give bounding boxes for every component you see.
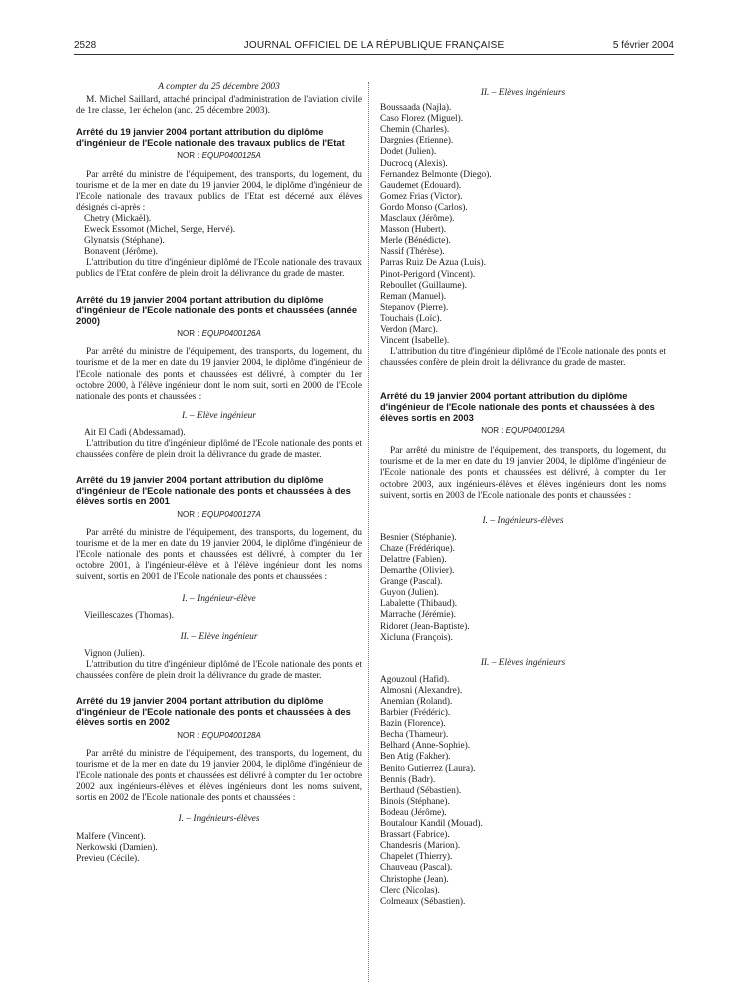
nor-reference <box>76 150 362 161</box>
list-item: Gaudemet (Edouard). <box>380 180 462 191</box>
intro-dateline: A compter du 25 décembre 2003 <box>158 82 280 92</box>
list-item: Belhard (Anne-Sophie). <box>380 741 471 752</box>
intro-text: M. Michel Saillard, attaché principal d'administration de l'aviation civile de 1re classe, 1er échelon (anc. 25 décembre 2003). <box>76 95 362 117</box>
list-item: Guyon (Julien). <box>380 588 439 599</box>
name-list <box>76 832 362 865</box>
list-item: Eweck Essomot (Michel, Serge, Hervé). <box>84 225 236 236</box>
list-item: Marrache (Jérémie). <box>380 610 456 621</box>
decree-paragraph: Par arrêté du ministre de l'équipement, des transports, du logement, du tourisme et de la mer en date du 19 janvier 2004, le diplôme d'ingénieur de l'Ecole nationale des ponts et chaussées est délivré, à compter du 1er octobre 2001, à l'ingénieur-élève et à l'élève ingénieur dont les noms suivent, sortis en 2001 de l'Ecole nationale des ponts et chaussées : <box>76 528 362 583</box>
arrete-title: Arrêté du 19 janvier 2004 portant attribution du diplôme d'ingénieur de l'Ecole nationale des travaux publics de l'Etat <box>76 126 345 148</box>
decree-paragraph: Par arrêté du ministre de l'équipement, des transports, du logement, du tourisme et de la mer en date du 19 janvier 2004, le diplôme d'ingénieur de l'Ecole nationale des travaux publics de l'Etat est décerné aux élèves désignés ci-après : <box>76 169 362 213</box>
nor-reference <box>76 730 362 741</box>
list-item: Besnier (Stéphanie). <box>380 532 457 543</box>
list-item: Reman (Manuel). <box>380 291 447 302</box>
list-item: Masclaux (Jérôme). <box>380 214 455 225</box>
nor-code: EQUP0400125A <box>201 151 261 161</box>
list-item: Boussaada (Najla). <box>380 103 452 114</box>
list-item: Demarthe (Olivier). <box>380 566 455 577</box>
nor-label: NOR : <box>177 730 200 740</box>
column-divider <box>368 82 369 982</box>
list-item: Becha (Thameur). <box>380 730 449 741</box>
section-heading: II. – Elève ingénieur <box>180 631 258 642</box>
list-item: Barbier (Frédéric). <box>380 708 451 719</box>
name-list <box>380 533 666 644</box>
closing-paragraph: L'attribution du titre d'ingénieur diplômé de l'Ecole nationale des ponts et chaussées confère de plein droit la délivrance du grade de master. <box>76 659 362 682</box>
list-item: Nassif (Thérèse). <box>380 247 445 258</box>
closing-paragraph: L'attribution du titre d'ingénieur diplômé de l'Ecole nationale des ponts et chaussées confère de plein droit la délivrance du grade de master. <box>380 347 666 369</box>
list-item: Chandesris (Marion). <box>380 841 461 852</box>
nor-reference <box>76 509 362 520</box>
list-item: Chauveau (Pascal). <box>380 863 453 874</box>
list-item: Brassart (Fabrice). <box>380 830 450 841</box>
nor-label: NOR : <box>177 510 200 519</box>
list-item: Chapelet (Thierry). <box>380 852 453 863</box>
list-item: Fernandez Belmonte (Diego). <box>380 169 492 180</box>
nor-label: NOR : <box>177 329 200 339</box>
list-item: Agouzoul (Hafid). <box>380 674 450 685</box>
list-item: Merle (Bénédicte). <box>380 236 451 247</box>
section-heading: II. – Elèves ingénieurs <box>480 88 566 98</box>
list-item: Vignon (Julien). <box>84 648 145 659</box>
list-item: Touchais (Loïc). <box>380 313 442 324</box>
closing-paragraph: L'attribution du titre d'ingénieur diplômé de l'Ecole nationale des travaux publics de l'Etat confère de plein droit la délivrance du grade de master. <box>76 258 362 280</box>
name-list <box>380 675 666 908</box>
list-item: Boutalour Kandil (Mouad). <box>380 819 483 830</box>
decree-paragraph: Par arrêté du ministre de l'équipement, des transports, du logement, du tourisme et de la mer en date du 19 janvier 2004, le diplôme d'ingénieur de l'Ecole nationale des ponts et chaussées est délivré à compter du 1er octobre 2002 aux ingénieurs-élèves et élèves ingénieurs dont les noms suivent, sortis en 2002 de l'Ecole nationale des ponts et chaussées : <box>76 749 362 804</box>
list-item: Stepanov (Pierre). <box>380 302 449 313</box>
section-heading: I. – Ingénieurs-élèves <box>482 515 564 526</box>
section-heading: I. – Elève ingénieur <box>182 410 256 421</box>
list-item: Ridoret (Jean-Baptiste). <box>380 621 470 632</box>
section-heading: II. – Elèves ingénieurs <box>480 657 566 668</box>
list-item: Glynatsis (Stéphane). <box>84 236 165 247</box>
section-heading: I. – Ingénieur-élève <box>182 593 256 604</box>
nor-label: NOR : <box>481 426 504 436</box>
list-item: Ben Atig (Fakher). <box>380 752 451 763</box>
list-item: Vieillescazes (Thomas). <box>84 610 175 621</box>
list-item: Benito Gutierrez (Laura). <box>380 763 476 774</box>
list-item: Dargnies (Etienne). <box>380 136 454 147</box>
list-item: Parras Ruiz De Azua (Luis). <box>380 258 486 269</box>
list-item: Chemin (Charles). <box>380 125 450 136</box>
name-list <box>76 214 362 258</box>
nor-reference <box>380 425 666 436</box>
list-item: Reboullet (Guillaume). <box>380 280 467 291</box>
list-item: Bodeau (Jérôme). <box>380 807 447 818</box>
list-item: Gordo Monso (Carlos). <box>380 202 468 213</box>
list-item: Bennis (Badr). <box>380 774 436 785</box>
issue-date: 5 février 2004 <box>612 40 674 51</box>
arrete-title: Arrêté du 19 janvier 2004 portant attribution du diplôme d'ingénieur de l'Ecole nationale des ponts et chaussées à des élèves sortis en 2003 <box>380 390 655 423</box>
journal-title: JOURNAL OFFICIEL DE LA RÉPUBLIQUE FRANÇAISE <box>243 40 505 51</box>
list-item: Labalette (Thibaud). <box>380 599 458 610</box>
decree-paragraph: Par arrêté du ministre de l'équipement, des transports, du logement, du tourisme et de la mer en date du 19 janvier 2004, le diplôme d'ingénieur de l'Ecole nationale des ponts et chaussées est délivré, à compter du 1er octobre 2000, à l'élève ingénieur dont le nom suit, sorti en 2000 de l'Ecole nationale des ponts et chaussées : <box>76 347 362 402</box>
list-item: Verdon (Marc). <box>380 324 438 335</box>
page-number: 2528 <box>74 40 97 51</box>
list-item: Xicluna (François). <box>380 632 453 643</box>
name-list <box>380 103 666 347</box>
list-item: Bonavent (Jérôme). <box>84 247 158 258</box>
list-item: Anemian (Roland). <box>380 697 453 707</box>
nor-label: NOR : <box>177 151 200 161</box>
nor-code: EQUP0400128A <box>201 730 261 740</box>
list-item: Delattre (Fabien). <box>380 554 447 565</box>
list-item: Grange (Pascal). <box>380 577 443 588</box>
nor-reference <box>76 328 362 339</box>
list-item: Almosni (Alexandre). <box>380 685 463 696</box>
list-item: Vincent (Isabelle). <box>380 336 450 347</box>
list-item: Caso Florez (Miguel). <box>380 114 464 125</box>
arrete-title: Arrêté du 19 janvier 2004 portant attribution du diplôme d'ingénieur de l'Ecole nationale des ponts et chaussées (année 2000) <box>76 293 358 326</box>
list-item: Ducrocq (Alexis). <box>380 158 448 169</box>
arrete-title: Arrêté du 19 janvier 2004 portant attribution du diplôme d'ingénieur de l'Ecole nationale des ponts et chaussées à des élèves sortis en 2001 <box>76 474 351 507</box>
list-item: Clerc (Nicolas). <box>380 885 440 896</box>
list-item: Previeu (Cécile). <box>76 853 140 864</box>
list-item: Berthaud (Sébastien). <box>380 785 462 796</box>
list-item: Christophe (Jean). <box>380 874 449 885</box>
header-rule <box>74 54 674 55</box>
list-item: Pinot-Perigord (Vincent). <box>380 269 476 280</box>
decree-paragraph: Par arrêté du ministre de l'équipement, des transports, du logement, du tourisme et de la mer en date du 19 janvier 2004, le diplôme d'ingénieur de l'Ecole nationale des ponts et chaussées est délivré, à compter du 1er octobre 2003, aux ingénieurs-élèves et élèves ingénieurs dont les noms suivent, sortis en 2003 de l'Ecole nationale des ponts et chaussées : <box>380 446 666 501</box>
nor-code: EQUP0400126A <box>201 329 261 339</box>
right-column <box>380 88 666 908</box>
nor-code: EQUP0400129A <box>505 426 565 436</box>
list-item: Colmeaux (Sébastien). <box>380 896 466 907</box>
section-heading: I. – Ingénieurs-élèves <box>178 814 260 825</box>
list-item: Ait El Cadi (Abdessamad). <box>84 427 186 438</box>
list-item: Gomez Frias (Victor). <box>380 191 463 202</box>
closing-paragraph: L'attribution du titre d'ingénieur diplômé de l'Ecole nationale des ponts et chaussées confère de plein droit la délivrance du grade de master. <box>76 439 362 461</box>
left-column <box>76 82 362 865</box>
arrete-title: Arrêté du 19 janvier 2004 portant attribution du diplôme d'ingénieur de l'Ecole nationale des ponts et chaussées à des élèves sortis en 2002 <box>76 695 351 728</box>
list-item: Dodet (Julien). <box>380 147 437 158</box>
list-item: Masson (Hubert). <box>380 225 447 236</box>
list-item: Malfere (Vincent). <box>76 831 146 842</box>
list-item: Bazin (Florence). <box>380 719 446 730</box>
list-item: Chaze (Frédérique). <box>380 543 455 554</box>
list-item: Nerkowski (Damien). <box>76 842 158 853</box>
nor-code: EQUP0400127A <box>201 510 261 519</box>
list-item: Chetry (Mickaël). <box>84 213 152 224</box>
list-item: Binois (Stéphane). <box>380 796 450 807</box>
